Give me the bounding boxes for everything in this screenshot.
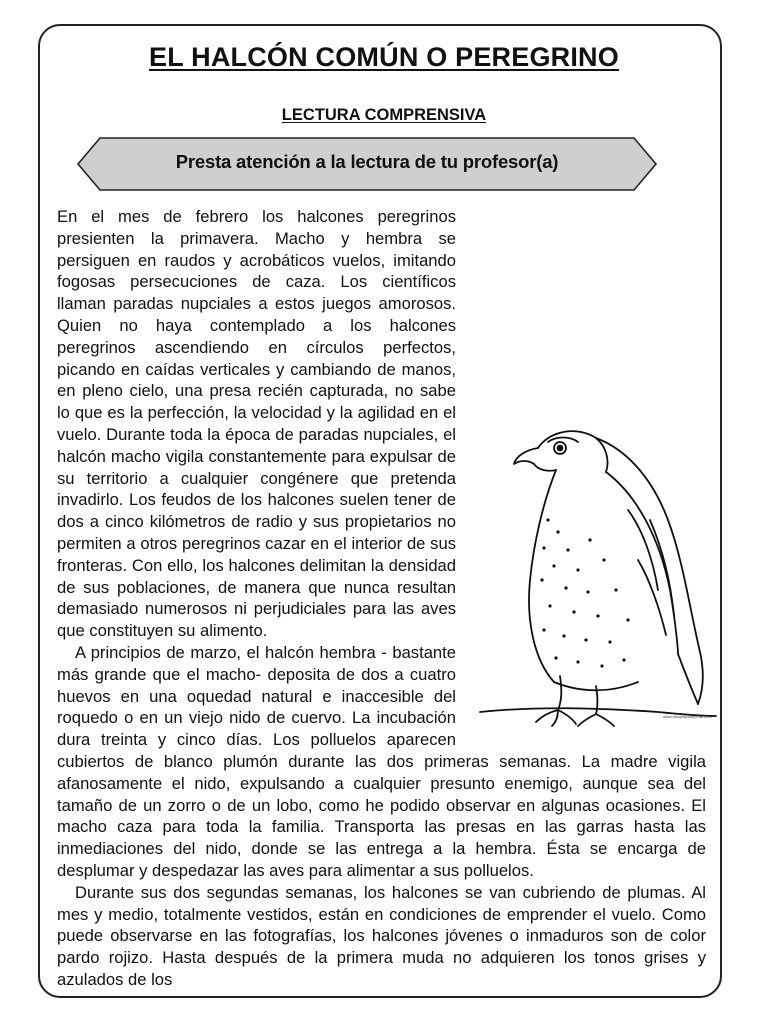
- image-credit: www.dibujosparapintar.com: [663, 714, 712, 719]
- page-subtitle: LECTURA COMPRENSIVA: [281, 106, 487, 124]
- falcon-drawing: [478, 420, 718, 730]
- paragraph-1: En el mes de febrero los halcones peregrinos presienten la primavera. Macho y hembra se persiguen en raudos y acrobáticos vuelos, imitando fogosas persecuciones de caza. Los científicos llaman paradas nupciales a estos juegos amorosos. Quien no haya contemplado a los halcones peregrinos ascendiendo en círculos perfectos, picando en caídas verticales y cambiando de manos, en pleno cielo, una presa recién capturada, no sabe lo que es la perfección, la velocidad y la agilidad en el vuelo. Durante toda la época de paradas nupciales, el halcón macho vigila constantemente para expulsar de su territorio a cualquier congénere que pretenda invadirlo. Los feudos de los halcones suelen tener de dos a cinco kilómetros de radio y sus propietarios no permiten a otros peregrinos cazar en el interior de sus fronteras. Con ello, los halcones delimitan la densidad de sus poblaciones, de manera que nunca resultan demasiado numerosos ni perjudiciales para las aves que constituyen su alimento.: [57, 207, 456, 641]
- page-title: EL HALCÓN COMÚN O PEREGRINO: [149, 42, 619, 72]
- paragraph-3: Durante sus dos segundas semanas, los halcones se van cubriendo de plumas. Al mes y medio, totalmente vestidos, están en condiciones de emprender el vuelo. Como puede observarse en las fotografías, los halcones jóvenes o inmaduros son de color pardo rojizo. Hasta después de la primera muda no adquieren los tonos grises y azulados de los: [57, 882, 706, 989]
- instruction-text: Presta atención a la lectura de tu profesor(a): [175, 151, 559, 172]
- paragraph-2: A principios de marzo, el halcón hembra - bastante más grande que el macho- deposita de dos a cuatro huevos en una oquedad natural e inaccesible del roquedo o en un viejo nido de cuervo. La incubación dura treinta y cinco días. Los polluelos aparecen cubiertos de blanco plumón durante las dos primeras semanas. La madre vigila afanosamente el nido, expulsando a cualquier presunto enemigo, aunque sea del tamaño de un zorro o de un lobo, como he podido observar en algunas ocasiones. El macho caza para toda la familia. Transporta las presas en las garras hasta las inmediaciones del nido, donde se las entrega a la hembra. Ésta se encarga de desplumar y despedazar las aves para alimentar a sus polluelos.: [57, 642, 706, 880]
- instruction-banner: [76, 136, 658, 194]
